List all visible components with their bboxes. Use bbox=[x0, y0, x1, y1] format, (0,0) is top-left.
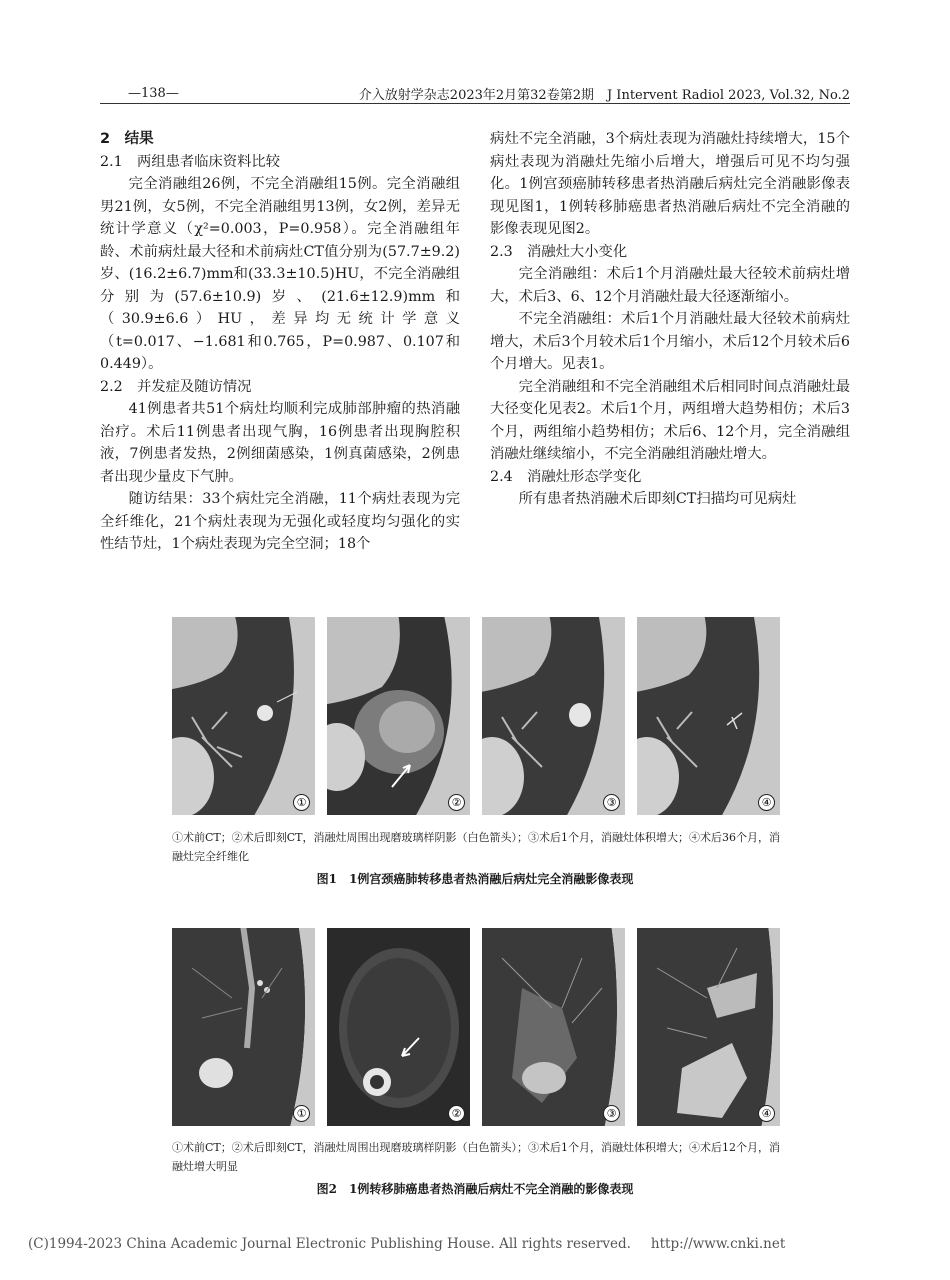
panel-label: ④ bbox=[758, 794, 775, 811]
running-head: 介入放射学杂志2023年2月第32卷第2期 J Intervent Radiol 2023, Vol.32, No.2 bbox=[358, 88, 850, 103]
figure-1 bbox=[172, 617, 780, 815]
section-heading-results: 2 结果 bbox=[100, 131, 154, 147]
subsection-2-1-heading: 2.1 两组患者临床资料比较 bbox=[100, 153, 281, 170]
right-column bbox=[490, 128, 850, 511]
paragraph-incomplete-group: 不完全消融组：术后1个月消融灶最大径较术前病灶增大，术后3个月较术后1个月缩小，术后12个月较术后6个月增大。见表1。 bbox=[490, 311, 851, 372]
ct-image-1-2 bbox=[327, 617, 470, 815]
subsection-2-2-heading: 2.2 并发症及随访情况 bbox=[100, 378, 252, 395]
figure-1-number: 图1 bbox=[316, 872, 337, 886]
footer-url[interactable]: http://www.cnki.net bbox=[650, 1236, 786, 1252]
subsection-2-3-heading: 2.3 消融灶大小变化 bbox=[490, 243, 628, 260]
ct-image-1-1 bbox=[172, 617, 315, 815]
ct-image-1-4 bbox=[637, 617, 780, 815]
panel-label: ② bbox=[448, 1105, 465, 1122]
ct-image-2-2 bbox=[327, 928, 470, 1126]
paragraph-morphology: 所有患者热消融术后即刻CT扫描均可见病灶 bbox=[518, 491, 797, 507]
figure-2-caption: ①术前CT；②术后即刻CT，消融灶周围出现磨玻璃样阴影（白色箭头）；③术后1个月，消融灶体积增大；④术后12个月，消融灶增大明显 bbox=[172, 1141, 780, 1173]
figure-2-title-text: 1例转移肺癌患者热消融后病灶不完全消融的影像表现 bbox=[349, 1182, 634, 1196]
figure-1-title-text: 1例宫颈癌肺转移患者热消融后病灶完全消融影像表现 bbox=[349, 872, 634, 886]
paragraph-complications: 41例患者共51个病灶均顺利完成肺部肿瘤的热消融治疗。术后11例患者出现气胸，16例患者出现胸腔积液，7例患者发热，2例细菌感染，1例真菌感染，2例患者出现少量皮下气肿。 bbox=[100, 401, 460, 485]
paragraph-group-comparison: 完全消融组和不完全消融组术后相同时间点消融灶最大径变化见表2。术后1个月，两组增大趋势相仿；术后3个月，两组缩小趋势相仿；术后6、12个月，完全消融组消融灶继续缩小，不完全消融组消融灶增大。 bbox=[490, 378, 850, 462]
ct-image-1-3 bbox=[482, 617, 625, 815]
ct-image-2-1 bbox=[172, 928, 315, 1126]
figure-2-title bbox=[0, 1180, 950, 1197]
subsection-2-4-heading: 2.4 消融灶形态学变化 bbox=[490, 468, 642, 485]
ct-image-2-4 bbox=[637, 928, 780, 1126]
paragraph-complete-group: 完全消融组：术后1个月消融灶最大径较术前病灶增大，术后3、6、12个月消融灶最大径逐渐缩小。 bbox=[490, 266, 850, 305]
figure-2-number: 图2 bbox=[316, 1182, 337, 1196]
copyright-text: (C)1994-2023 China Academic Journal Electronic Publishing House. All rights reserved. bbox=[28, 1236, 631, 1252]
page-number: —138— bbox=[128, 86, 179, 101]
figure-1-caption: ①术前CT；②术后即刻CT，消融灶周围出现磨玻璃样阴影（白色箭头）；③术后1个月，消融灶体积增大；④术后36个月，消融灶完全纤维化 bbox=[172, 831, 780, 863]
paragraph-followup-cont: 病灶不完全消融，3个病灶表现为消融灶持续增大，15个病灶表现为消融灶先缩小后增大，增强后可见不均匀强化。1例宫颈癌肺转移患者热消融后病灶完全消融影像表现见图1，1例转移肺癌患者热消融后病灶不完全消融的影像表现见图2。 bbox=[490, 131, 850, 237]
copyright-footer bbox=[28, 1236, 805, 1252]
figure-2 bbox=[172, 928, 780, 1126]
ct-image-2-3 bbox=[482, 928, 625, 1126]
panel-label: ① bbox=[293, 1105, 310, 1122]
panel-label: ④ bbox=[758, 1105, 775, 1122]
panel-label: ② bbox=[448, 794, 465, 811]
panel-label: ③ bbox=[603, 1105, 620, 1122]
paragraph-followup: 随访结果：33个病灶完全消融，11个病灶表现为完全纤维化，21个病灶表现为无强化或轻度均匀强化的实性结节灶，1个病灶表现为完全空洞；18个 bbox=[100, 491, 460, 552]
paragraph-clinical-data: 完全消融组26例，不完全消融组15例。完全消融组男21例，女5例，不完全消融组男13例，女2例，差异无统计学意义（χ²=0.003，P=0.958）。完全消融组年龄、术前病灶最大径和术前病灶CT值分别为(57.7±9.2)岁、(16.2±6.7)mm和(33.3±10.5)HU，不完全消融组分别为(57.6±10.9)岁、(21.6±12.9)mm和（30.9±6.6）HU，差异均无统计学意义（t=0.017、−1.681和0.765，P=0.987、0.107和0.449）。 bbox=[100, 176, 460, 372]
panel-label: ③ bbox=[603, 794, 620, 811]
panel-label: ① bbox=[293, 794, 310, 811]
figure-1-title bbox=[0, 870, 950, 887]
left-column bbox=[100, 128, 460, 556]
header-rule bbox=[100, 103, 850, 104]
